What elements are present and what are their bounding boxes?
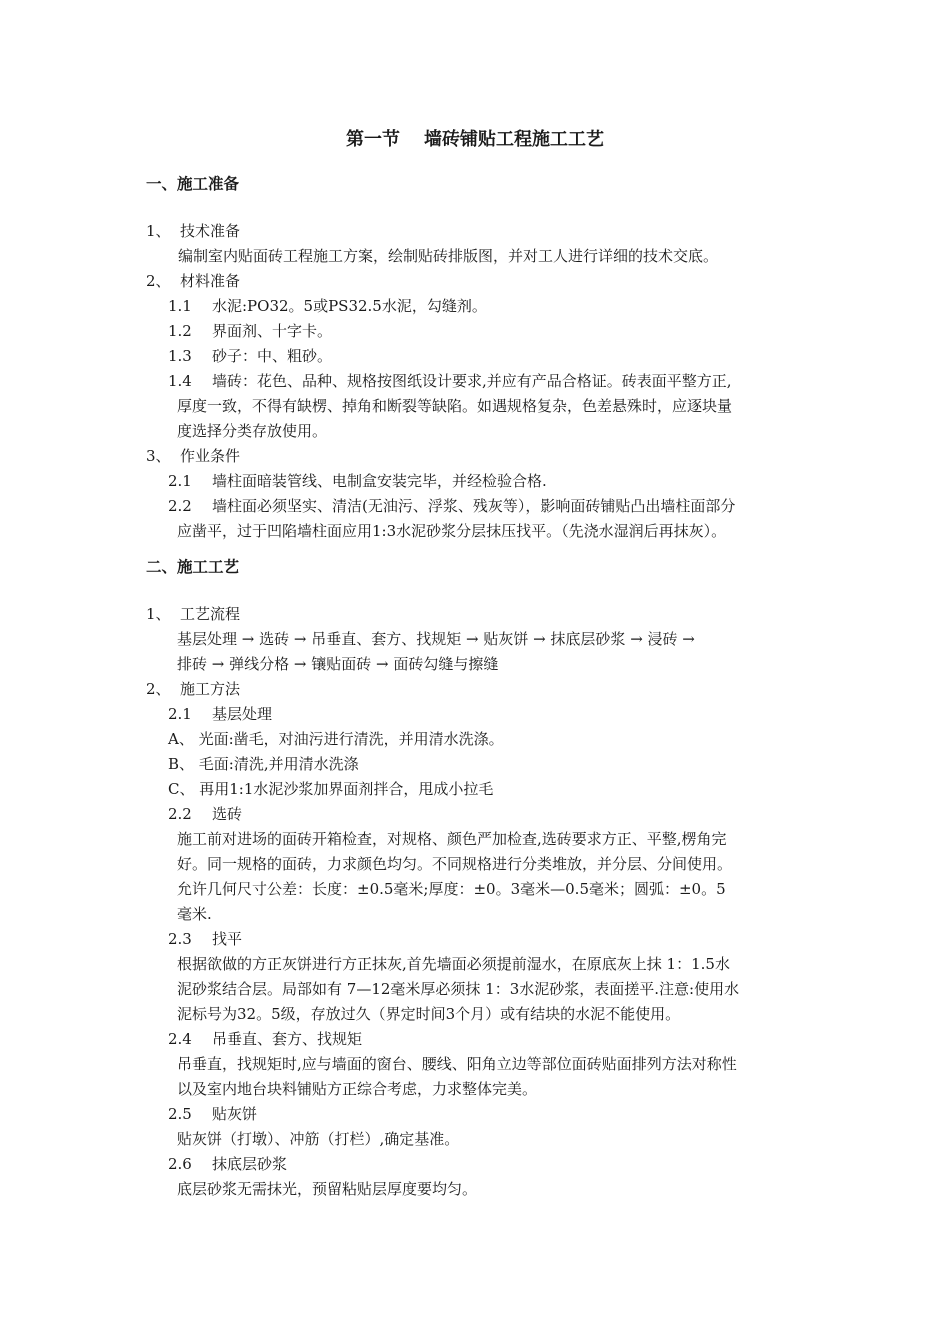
subitem-1-2: [168, 319, 332, 344]
subitem-text: 墙砖：花色、品种、规格按图纸设计要求,并应有产品合格证。砖表面平整方正,: [212, 372, 732, 390]
subitem-2-4-plumb: [168, 1027, 362, 1052]
subitem-number: 2.1: [168, 705, 192, 723]
subitem-1-4: [168, 369, 732, 394]
subitem-1-3: [168, 344, 332, 369]
paragraph-line: 毫米.: [177, 905, 212, 923]
subitem-text: 墙柱面暗装管线、电制盒安装完毕，并经检验合格.: [212, 472, 547, 490]
subitem-number: 2.1: [168, 472, 192, 490]
item-label: 材料准备: [180, 272, 241, 290]
subitem-number: 2.2: [168, 805, 192, 823]
paragraph-line: 度选择分类存放使用。: [177, 422, 328, 440]
flow-line: 排砖 → 弹线分格 → 镶贴面砖 → 面砖勾缝与擦缝: [177, 655, 499, 673]
subitem-text: 水泥:PO32。5或PS32.5水泥，勾缝剂。: [212, 297, 487, 315]
paragraph-line: 泥砂浆结合层。局部如有 7—12毫米厚必须抹 1：3水泥砂浆，表面搓平.注意:使用水: [177, 980, 740, 998]
item-method: [146, 677, 240, 702]
subitem-number: 1.1: [168, 297, 192, 315]
item-number: 3、: [146, 447, 171, 465]
subitem-2-6-base-mortar: [168, 1152, 287, 1177]
subitem-2-2-select: [168, 802, 242, 827]
subitem-label: 选砖: [212, 805, 243, 823]
list-item-a: A、 光面:凿毛，对油污进行清洗，并用清水洗涤。: [168, 730, 504, 748]
item-tech-prep: [146, 219, 240, 244]
list-item-b: B、 毛面:清洗,并用清水洗涤: [168, 755, 359, 773]
item-process-flow: [146, 602, 240, 627]
section-heading-process: 二、施工工艺: [146, 558, 240, 576]
list-item-c: C、 再用1:1水泥沙浆加界面剂拌合，甩成小拉毛: [168, 780, 494, 798]
subitem-number: 2.4: [168, 1030, 192, 1048]
paragraph-line: 贴灰饼（打墩）、冲筋（打栏）,确定基准。: [177, 1130, 460, 1148]
item-label: 技术准备: [180, 222, 241, 240]
subitem-label: 找平: [212, 930, 243, 948]
subitem-2-2: [168, 494, 735, 519]
item-material-prep: [146, 269, 240, 294]
subitem-2-3-level: [168, 927, 242, 952]
subitem-text: 墙柱面必须坚实、清洁(无油污、浮浆、残灰等），影响面砖铺贴凸出墙柱面部分: [212, 497, 736, 515]
paragraph-line: 吊垂直，找规矩时,应与墙面的窗台、腰线、阳角立边等部位面砖贴面排列方法对称性: [177, 1055, 737, 1073]
item-label: 施工方法: [180, 680, 241, 698]
subitem-number: 1.2: [168, 322, 192, 340]
paragraph-line: 厚度一致，不得有缺楞、掉角和断裂等缺陷。如遇规格复杂，色差悬殊时，应逐块量: [177, 397, 733, 415]
subitem-label: 贴灰饼: [212, 1105, 258, 1123]
subitem-1-1: [168, 294, 487, 319]
subitem-text: 界面剂、十字卡。: [212, 322, 333, 340]
title-text: 墙砖铺贴工程施工工艺: [424, 129, 604, 150]
subitem-number: 2.2: [168, 497, 192, 515]
paragraph-line: 根据欲做的方正灰饼进行方正抹灰,首先墙面必须提前湿水，在原底灰上抹 1：1.5水: [177, 955, 730, 973]
subitem-2-1: [168, 469, 547, 494]
paragraph-line: 施工前对进场的面砖开箱检查，对规格、颜色严加检查,选砖要求方正、平整,楞角完: [177, 830, 727, 848]
item-number: 1、: [146, 605, 171, 623]
subitem-number: 1.4: [168, 372, 192, 390]
item-number: 1、: [146, 222, 171, 240]
subitem-label: 吊垂直、套方、找规矩: [212, 1030, 363, 1048]
subitem-2-1-base: [168, 702, 272, 727]
title-section-number: 第一节: [346, 129, 400, 150]
item-number: 2、: [146, 272, 171, 290]
item-work-conditions: [146, 444, 240, 469]
page-title: [0, 125, 950, 151]
flow-line: 基层处理 → 选砖 → 吊垂直、套方、找规矩 → 贴灰饼 → 抹底层砂浆 → 浸砖 →: [177, 630, 695, 648]
paragraph-line: 泥标号为32。5级，存放过久（界定时间3个月）或有结块的水泥不能使用。: [177, 1005, 681, 1023]
paragraph-line: 允许几何尺寸公差：长度：±0.5毫米;厚度：±0。3毫米—0.5毫米；圆弧：±0。5: [177, 880, 726, 898]
item-label: 工艺流程: [180, 605, 241, 623]
subitem-number: 2.5: [168, 1105, 192, 1123]
paragraph-line: 以及室内地台块料铺贴方正综合考虑，力求整体完美。: [177, 1080, 538, 1098]
item-label: 作业条件: [180, 447, 241, 465]
subitem-text: 砂子：中、粗砂。: [212, 347, 333, 365]
paragraph-line: 应凿平，过于凹陷墙柱面应用1:3水泥砂浆分层抹压找平。（先浇水湿润后再抹灰）。: [177, 522, 727, 540]
paragraph: 编制室内贴面砖工程施工方案，绘制贴砖排版图，并对工人进行详细的技术交底。: [178, 247, 719, 265]
subitem-number: 1.3: [168, 347, 192, 365]
section-heading-preparation: 一、施工准备: [146, 175, 240, 193]
paragraph-line: 好。同一规格的面砖，力求颜色均匀。不同规格进行分类堆放，并分层、分间使用。: [177, 855, 733, 873]
subitem-number: 2.3: [168, 930, 192, 948]
subitem-label: 抹底层砂浆: [212, 1155, 288, 1173]
subitem-2-5-dots: [168, 1102, 257, 1127]
subitem-number: 2.6: [168, 1155, 192, 1173]
paragraph-line: 底层砂浆无需抹光，预留粘贴层厚度要均匀。: [177, 1180, 478, 1198]
subitem-label: 基层处理: [212, 705, 273, 723]
item-number: 2、: [146, 680, 171, 698]
